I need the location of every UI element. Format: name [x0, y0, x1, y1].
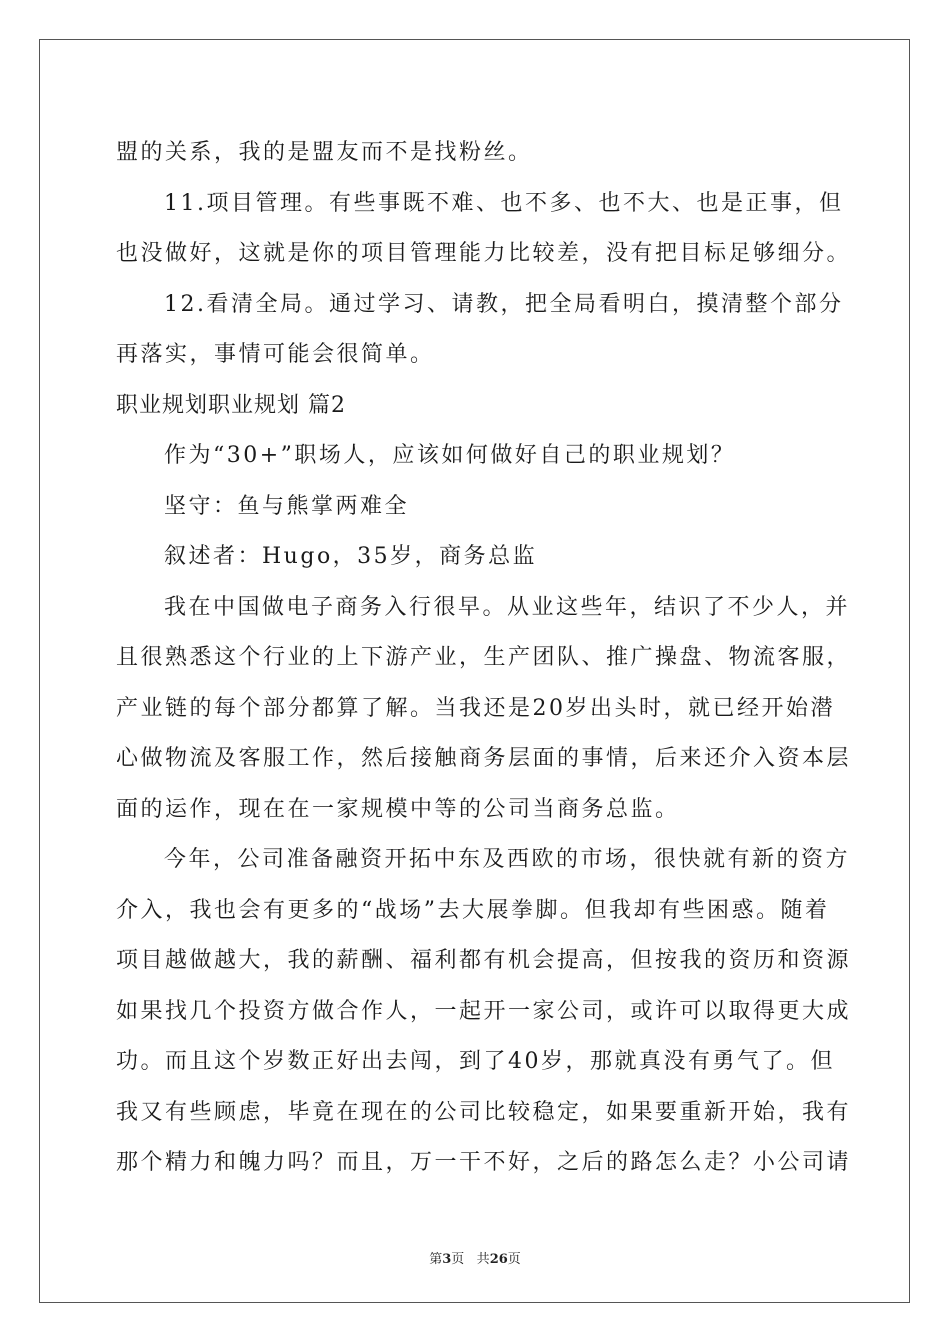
text-line: 叙述者：Hugo，35岁，商务总监: [164, 544, 538, 569]
text-line: 再落实，事情可能会很简单。: [116, 342, 435, 367]
text-line: 介入，我也会有更多的“战场”去大展拳脚。但我却有些困惑。随着: [116, 897, 830, 923]
paragraph: [116, 835, 852, 1189]
text-line: 面的运作，现在在一家规模中等的公司当商务总监。: [116, 796, 680, 822]
text-line: 也没做好，这就是你的项目管理能力比较差，没有把目标足够细分。: [116, 241, 852, 266]
footer-page-number: 3: [442, 1252, 452, 1267]
paragraph: [116, 482, 836, 533]
text-line: 且很熟悉这个行业的上下游产业，生产团队、推广操盘、物流客服，: [116, 645, 852, 670]
footer-total-suffix: 页: [507, 1252, 521, 1267]
section-heading: [116, 381, 836, 432]
text-line: 功。而且这个岁数正好出去闯，到了40岁，那就真没有勇气了。但: [116, 1049, 835, 1074]
paragraph: [116, 583, 852, 836]
page-footer: [0, 1248, 950, 1267]
text-line: 那个精力和魄力吗？而且，万一干不好，之后的路怎么走？小公司请: [116, 1150, 852, 1175]
text-line: 我在中国做电子商务入行很早。从业这些年，结识了不少人，并: [164, 594, 851, 620]
paragraph: [116, 179, 852, 280]
paragraph: [116, 431, 836, 482]
text-line: 12.看清全局。通过学习、请教，把全局看明白，摸清整个部分: [164, 291, 844, 317]
text-line: 作为“30+”职场人，应该如何做好自己的职业规划？: [164, 443, 736, 468]
text-line: 职业规划职业规划 篇2: [116, 392, 346, 418]
text-line: 盟的关系，我的是盟友而不是找粉丝。: [116, 140, 533, 165]
footer-total-prefix: 共: [476, 1252, 490, 1267]
text-line: 项目越做越大，我的薪酬、福利都有机会提高，但按我的资历和资源: [116, 948, 852, 973]
footer-page-suffix: 页: [451, 1252, 465, 1267]
footer-total-pages: 26: [489, 1252, 508, 1267]
footer-page-prefix: 第: [429, 1252, 443, 1267]
paragraph: [116, 532, 836, 583]
text-line: 坚守：鱼与熊掌两难全: [164, 493, 410, 519]
text-line: 产业链的每个部分都算了解。当我还是20岁出头时，就已经开始潜: [116, 695, 835, 721]
text-line: 心做物流及客服工作，然后接触商务层面的事情，后来还介入资本层: [116, 746, 852, 771]
text-line: 11.项目管理。有些事既不难、也不多、也不大、也是正事，但: [164, 190, 844, 216]
text-line: 今年，公司准备融资开拓中东及西欧的市场，很快就有新的资方: [164, 847, 851, 872]
paragraph: [116, 128, 836, 179]
document-body: [116, 128, 852, 1189]
paragraph: [116, 280, 844, 381]
text-line: 如果找几个投资方做合作人，一起开一家公司，或许可以取得更大成: [116, 998, 852, 1024]
text-line: 我又有些顾虑，毕竟在现在的公司比较稳定，如果要重新开始，我有: [116, 1099, 852, 1125]
